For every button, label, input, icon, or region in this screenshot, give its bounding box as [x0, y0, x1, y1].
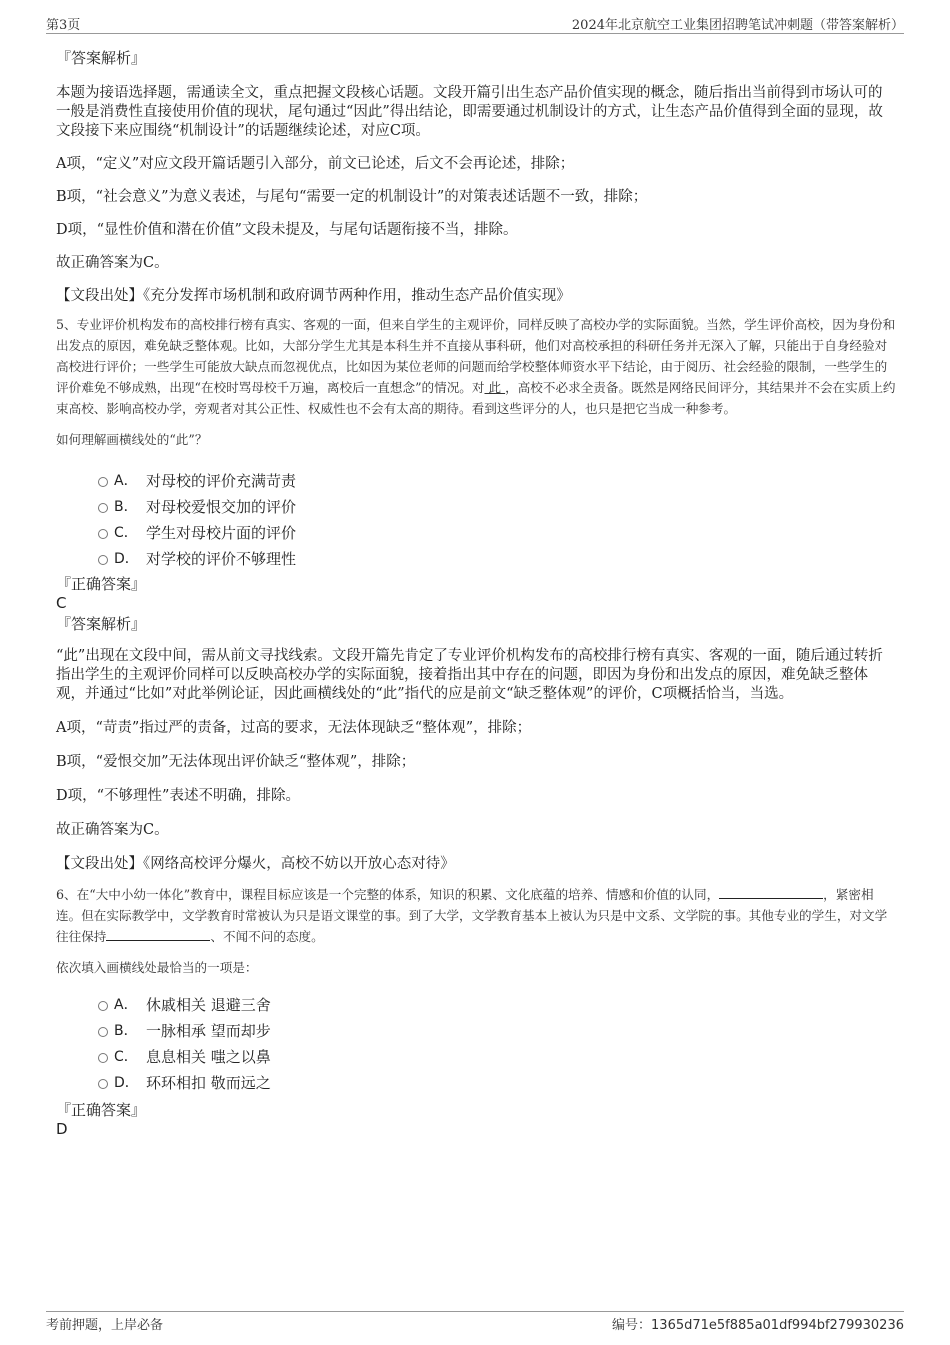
analysis-option-b: B项，“社会意义”为意义表述，与尾句“需要一定的机制设计”的对策表述话题不一致，排除； [56, 189, 648, 205]
radio-icon[interactable] [98, 555, 108, 565]
radio-icon[interactable] [98, 529, 108, 539]
fill-blank-2 [106, 928, 210, 941]
analysis-label: 『答案解析』 [56, 49, 147, 67]
analysis-option-a: A项，“定义”对应文段开篇话题引入部分，前文已论述，后文不会再论述，排除； [56, 156, 575, 172]
radio-icon[interactable] [98, 477, 108, 487]
source: 【文段出处】《网络高校评分爆火，高校不妨以开放心态对待》 [56, 856, 455, 872]
question-6-prompt: 依次填入画横线处最恰当的一项是： [56, 960, 258, 975]
correct-answer: C [56, 594, 67, 612]
fill-blank-1 [719, 886, 823, 899]
correct-answer-label: 『正确答案』 [56, 575, 147, 593]
option-c[interactable]: C． 学生对母校片面的评价 [56, 520, 896, 546]
radio-icon[interactable] [98, 1053, 108, 1063]
analysis-option-d: D项，“显性价值和潜在价值”文段未提及，与尾句话题衔接不当，排除。 [56, 222, 518, 238]
analysis-text: “此”出现在文段中间，需从前文寻找线索。文段开篇先肯定了专业评价机构发布的高校排行榜有真实、客观的一面，随后通过转折指出学生的主观评价同样可以反映高校办学的实际面貌，接着指出其中存在的问题，即因为身份和出发点的原因，难免缺乏整体观，并通过“比如”对此举例论证，因此画横线处的“此”指代的应是前文“缺乏整体观”的评价，C项概括恰当，当选。 [56, 648, 883, 702]
question-5-prompt: 如何理解画横线处的“此”？ [56, 432, 208, 447]
document-code: 编号：1365d71e5f885a01df994bf279930236 [612, 1318, 904, 1333]
source: 【文段出处】《充分发挥市场机制和政府调节两种作用，推动生态产品价值实现》 [56, 288, 571, 304]
analysis-text: 本题为接语选择题，需通读全文，重点把握文段核心话题。文段开篇引出生态产品价值实现的概念，随后指出当前得到市场认可的一般是消费性直接使用价值的现状，尾句通过“因此”得出结论，即需要通过机制设计的方式，让生态产品价值得到全面的显现，故文段接下来应围绕“机制设计”的话题继续论述，对应C项。 [56, 85, 883, 139]
option-a[interactable]: A． 对母校的评价充满苛责 [56, 468, 896, 494]
analysis-label: 『答案解析』 [56, 615, 147, 633]
underlined-word: 此 [484, 380, 506, 395]
option-a[interactable]: A． 休戚相关 退避三舍 [56, 992, 896, 1018]
option-c[interactable]: C． 息息相关 嗤之以鼻 [56, 1044, 896, 1070]
page-content [56, 44, 896, 1138]
option-b[interactable]: B． 对母校爱恨交加的评价 [56, 494, 896, 520]
document-title: 2024年北京航空工业集团招聘笔试冲刺题（带答案解析） [571, 18, 904, 33]
option-d[interactable]: D． 环环相扣 敬而远之 [56, 1070, 896, 1096]
question-6-options [56, 992, 896, 1096]
radio-icon[interactable] [98, 1001, 108, 1011]
radio-icon[interactable] [98, 503, 108, 513]
conclusion: 故正确答案为C。 [56, 822, 169, 838]
page-header [46, 14, 904, 32]
option-b[interactable]: B． 一脉相承 望而却步 [56, 1018, 896, 1044]
page-number: 第3页 [46, 18, 81, 33]
question-5-options [56, 468, 896, 572]
analysis-option-a: A项，“苛责”指过严的责备，过高的要求，无法体现缺乏“整体观”，排除； [56, 720, 532, 736]
footer-slogan: 考前押题，上岸必备 [46, 1318, 164, 1333]
correct-answer: D [56, 1120, 68, 1138]
analysis-option-b: B项，“爱恨交加”无法体现出评价缺乏“整体观”，排除； [56, 754, 416, 770]
radio-icon[interactable] [98, 1027, 108, 1037]
header-divider [46, 33, 904, 34]
question-6-stem: 6、在“大中小幼一体化”教育中，课程目标应该是一个完整的体系，知识的积累、文化底蕴的培养、情感和价值的认同， ，紧密相连。但在实际教学中，文学教育时常被认为只是语文课堂的事。到了大学，文学教育基本上被认为只是中文系、文学院的事。其他专业的学生，对文学往往保持 、不闻不问的态度。 [56, 887, 888, 944]
footer-divider [46, 1311, 904, 1312]
radio-icon[interactable] [98, 1079, 108, 1089]
page-footer [46, 1314, 904, 1332]
option-d[interactable]: D． 对学校的评价不够理性 [56, 546, 896, 572]
correct-answer-label: 『正确答案』 [56, 1101, 147, 1119]
analysis-option-d: D项，“不够理性”表述不明确，排除。 [56, 788, 300, 804]
conclusion: 故正确答案为C。 [56, 255, 169, 271]
question-5-stem: 5、专业评价机构发布的高校排行榜有真实、客观的一面，但来自学生的主观评价，同样反映了高校办学的实际面貌。当然，学生评价高校，因为身份和出发点的原因，难免缺乏整体观。比如，大部分学生尤其是本科生并不直接从事科研，他们对高校承担的科研任务并无深入了解，只能出于自身经验对高校进行评价；一些学生可能放大缺点而忽视优点，比如因为某位老师的问题而给学校整体师资水平下结论，由于阅历、社会经验的限制，一些学生的评价难免不够成熟，出现“在校时骂母校千万遍，离校后一直想念”的情况。对 此 ，高校不必求全责备。既然是网络民间评分，其结果并不会在实质上约束高校、影响高校办学，旁观者对其公正性、权威性也不会有太高的期待。看到这些评分的人，也只是把它当成一种参考。 [56, 317, 896, 416]
